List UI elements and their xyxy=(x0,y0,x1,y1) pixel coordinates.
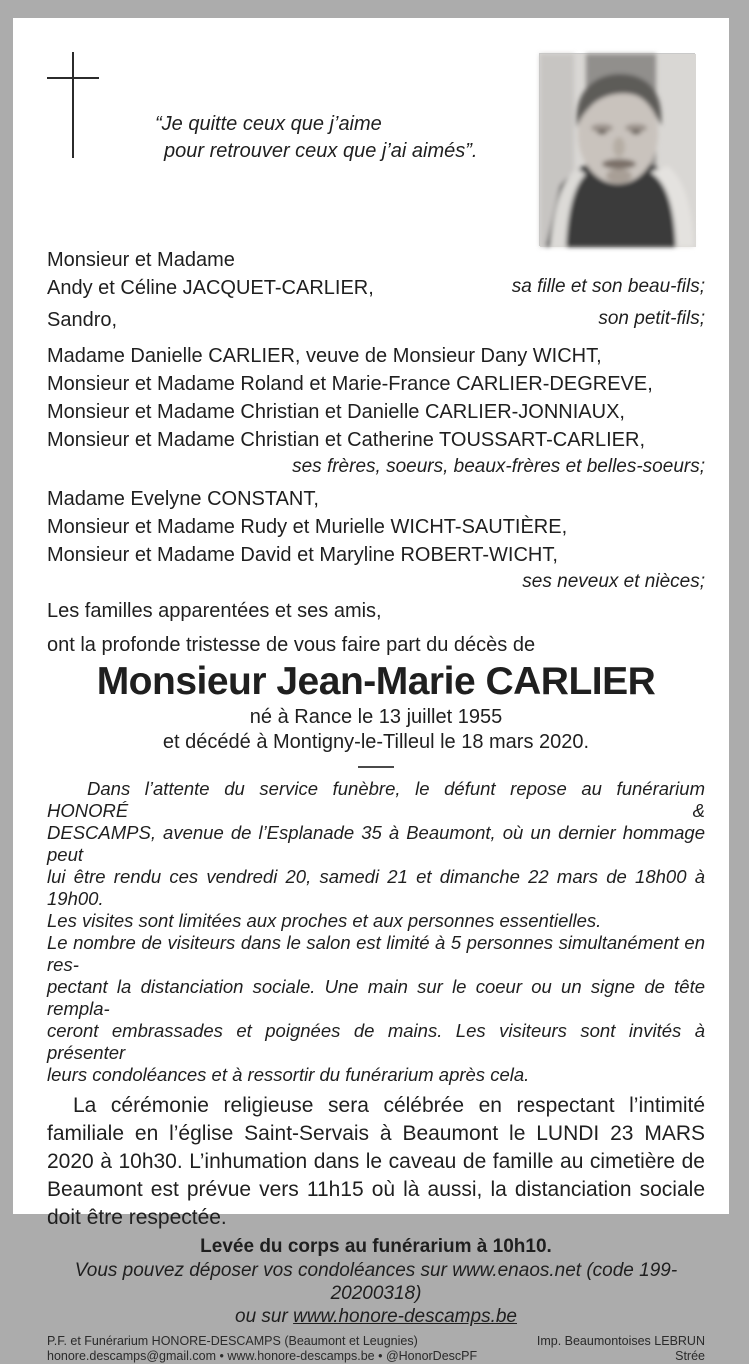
family-line: Madame Danielle CARLIER, veuve de Monsieur Dany WICHT, xyxy=(47,345,602,367)
family-line: Monsieur et Madame David et Maryline ROBERT-WICHT, xyxy=(47,544,558,566)
family-group-daughter xyxy=(47,246,705,302)
announcement-line: ont la profonde tristesse de vous faire part du décès de xyxy=(47,634,536,656)
cross-vertical-bar xyxy=(72,52,74,158)
family-line: Monsieur et Madame Roland et Marie-France CARLIER-DEGREVE, xyxy=(47,373,653,395)
paragraph-line: Dans l’attente du service funèbre, le défunt repose au funérarium HONORÉ & xyxy=(47,778,705,821)
condolences-line-2 xyxy=(47,1305,705,1328)
header-section xyxy=(47,18,705,246)
family-group-grandson xyxy=(47,306,705,334)
deceased-name: Monsieur Jean-Marie CARLIER xyxy=(96,660,656,703)
quote-line-1: “Je quitte ceux que j’aime xyxy=(155,113,382,135)
birth-line: né à Rance le 13 juillet 1955 xyxy=(249,706,503,728)
family-line: Monsieur et Madame Christian et Danielle CARLIER-JONNIAUX, xyxy=(47,401,625,423)
funeral-home-paragraph xyxy=(47,778,705,1086)
condolences-line-1: Vous pouvez déposer vos condoléances sur www.enaos.net (code 199-20200318) xyxy=(74,1260,678,1304)
paragraph-line: Le nombre de visiteurs dans le salon est limité à 5 personnes simultanément en res- xyxy=(47,932,705,975)
printer-line: Imp. Beaumontoises LEBRUN xyxy=(536,1334,705,1348)
ceremony-paragraph xyxy=(47,1092,705,1232)
paragraph-line: ceront embrassades et poignées de mains. Les visiteurs sont invités à présenter xyxy=(47,1020,705,1063)
death-line: et décédé à Montigny-le-Tilleul le 18 mars 2020. xyxy=(162,731,590,753)
funeral-home-url: www.honore-descamps.be xyxy=(293,1306,517,1327)
family-line: Madame Evelyne CONSTANT, xyxy=(47,488,319,510)
portrait-photo-image xyxy=(540,54,696,247)
families-line: Les familles apparentées et ses amis, xyxy=(47,600,382,622)
paragraph-line: familiale en l’église Saint-Servais à Beaumont le LUNDI 23 MARS xyxy=(47,1122,705,1145)
family-line: Andy et Céline JACQUET-CARLIER, xyxy=(47,277,374,299)
paragraph-line: leurs condoléances et à ressortir du funérarium après cela. xyxy=(47,1064,530,1085)
footer-section xyxy=(47,1334,705,1364)
portrait-photo xyxy=(539,53,695,246)
relation-label: ses frères, soeurs, beaux-frères et belles-soeurs; xyxy=(292,456,705,477)
family-line: Monsieur et Madame Rudy et Murielle WICHT-SAUTIÈRE, xyxy=(47,516,568,538)
condolences-section xyxy=(47,1259,705,1328)
latin-cross-icon xyxy=(47,52,99,158)
family-group-nephews xyxy=(47,485,705,594)
paragraph-line: lui être rendu ces vendredi 20, samedi 21 et dimanche 22 mars de 18h00 à 19h00. xyxy=(47,866,705,909)
family-line: Sandro, xyxy=(47,309,118,331)
footer-right xyxy=(537,1334,705,1364)
relation-label: sa fille et son beau-fils; xyxy=(511,276,705,297)
condolences-line-2-prefix: ou sur xyxy=(235,1306,294,1327)
relation-label: son petit-fils; xyxy=(598,308,705,329)
funeral-home-contact-line: honore.descamps@gmail.com • www.honore-descamps.be • @HonorDescPF xyxy=(47,1349,478,1363)
family-line: Monsieur et Madame Christian et Catherine TOUSSART-CARLIER, xyxy=(47,429,646,451)
paragraph-line: Beaumont est prévue vers 11h15 où là aussi, la distanciation sociale xyxy=(47,1178,705,1201)
paragraph-line: doit être respectée. xyxy=(47,1206,227,1229)
cross-horizontal-bar xyxy=(47,77,99,79)
paragraph-line: Les visites sont limitées aux proches et aux personnes essentielles. xyxy=(47,910,602,931)
page-content xyxy=(47,18,705,1363)
paragraph-line: pectant la distanciation sociale. Une main sur le coeur ou un signe de tête rempla- xyxy=(47,976,705,1019)
memorial-quote xyxy=(155,111,477,165)
obituary-page xyxy=(13,18,729,1363)
funeral-home-name-line: P.F. et Funérarium HONORE-DESCAMPS (Beaumont et Leugnies) xyxy=(47,1334,418,1348)
paragraph-line: La cérémonie religieuse sera célébrée en respectant l’intimité xyxy=(73,1094,705,1117)
paragraph-line: 2020 à 10h30. L’inhumation dans le caveau de famille au cimetière de xyxy=(47,1150,705,1173)
family-group-siblings xyxy=(47,342,705,479)
quote-line-2: pour retrouver ceux que j’ai aimés”. xyxy=(164,140,478,162)
relation-label: ses neveux et nièces; xyxy=(522,571,705,592)
family-line: Monsieur et Madame xyxy=(47,249,235,271)
printer-location-line: Strée xyxy=(675,1349,705,1363)
levee-du-corps-line: Levée du corps au funérarium à 10h10. xyxy=(200,1236,552,1257)
paragraph-line: DESCAMPS, avenue de l’Esplanade 35 à Beaumont, où un dernier hommage peut xyxy=(47,822,705,865)
separator-rule xyxy=(358,766,394,768)
footer-left xyxy=(47,1334,477,1364)
